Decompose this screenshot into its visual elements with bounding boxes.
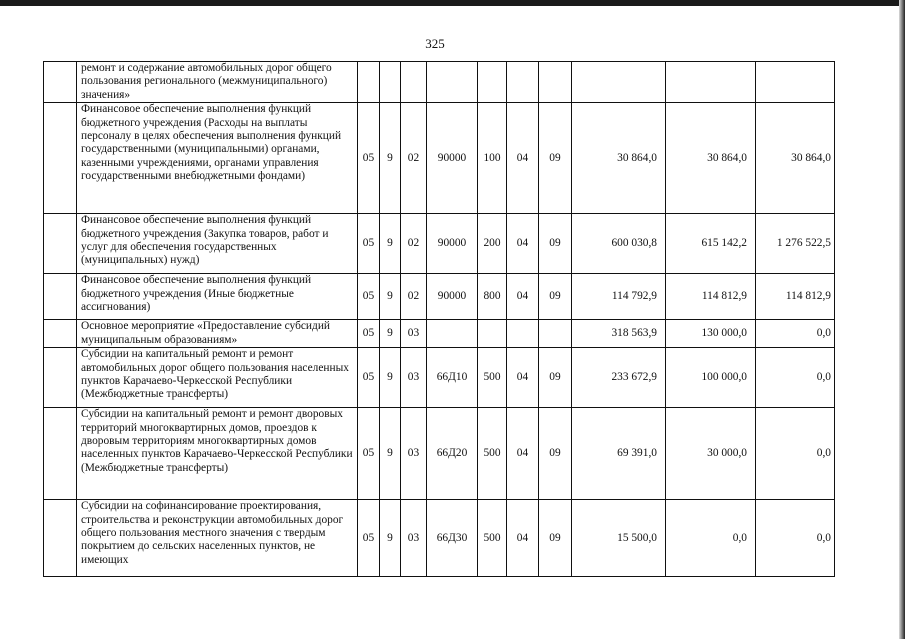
blank-cell	[44, 103, 77, 214]
amount-3-cell: 0,0	[756, 348, 835, 408]
measure-code-cell: 02	[401, 274, 427, 320]
measure-code-cell: 03	[401, 320, 427, 348]
subprogram-code-cell: 9	[380, 348, 401, 408]
program-code-cell: 05	[358, 103, 380, 214]
expense-name-cell: Субсидии на софинансирование проектирования, строительства и реконструкции автомобильных дорог общего пользования местного значения с твердым покрытием до сельских населенных пунктов, не имеющих	[77, 500, 358, 577]
amount-3-cell: 0,0	[756, 320, 835, 348]
table-row	[44, 103, 835, 214]
section-code-cell: 04	[507, 408, 539, 500]
amount-2-cell: 615 142,2	[666, 214, 756, 274]
program-code-cell: 05	[358, 320, 380, 348]
program-code-cell: 05	[358, 408, 380, 500]
program-code-cell: 05	[358, 500, 380, 577]
subprogram-code-cell: 9	[380, 214, 401, 274]
expense-name-cell: Субсидии на капитальный ремонт и ремонт автомобильных дорог общего пользования населенных пунктов Карачаево-Черкесской Республики (Межбюджетные трансферты)	[77, 348, 358, 408]
expense-name-cell: Субсидии на капитальный ремонт и ремонт дворовых территорий многоквартирных домов, проездов к дворовым территориям многоквартирных домов населенных пунктов Карачаево-Черкесской Республики (Межбюджетные трансферты)	[77, 408, 358, 500]
subsection-code-cell: 09	[539, 408, 572, 500]
amount-1-cell: 318 563,9	[572, 320, 666, 348]
subprogram-code-cell: 9	[380, 408, 401, 500]
expense-type-cell: 500	[478, 348, 507, 408]
direction-code-cell: 90000	[427, 274, 478, 320]
measure-code-cell: 03	[401, 500, 427, 577]
measure-code-cell	[401, 62, 427, 103]
direction-code-cell: 66Д20	[427, 408, 478, 500]
measure-code-cell: 03	[401, 408, 427, 500]
direction-code-cell	[427, 62, 478, 103]
blank-cell	[44, 408, 77, 500]
subsection-code-cell: 09	[539, 348, 572, 408]
amount-1-cell: 69 391,0	[572, 408, 666, 500]
program-code-cell: 05	[358, 348, 380, 408]
table-row	[44, 320, 835, 348]
section-code-cell: 04	[507, 214, 539, 274]
amount-2-cell: 30 000,0	[666, 408, 756, 500]
amount-1-cell: 600 030,8	[572, 214, 666, 274]
section-code-cell: 04	[507, 348, 539, 408]
budget-table	[43, 61, 835, 577]
table-row	[44, 348, 835, 408]
expense-type-cell: 500	[478, 500, 507, 577]
expense-name-cell: Финансовое обеспечение выполнения функций бюджетного учреждения (Расходы на выплаты персоналу в целях обеспечения выполнения функций государственными (муниципальными) органами, казенными учреждениями, органами управления государственными внебюджетными фондами)	[77, 103, 358, 214]
blank-cell	[44, 62, 77, 103]
blank-cell	[44, 274, 77, 320]
program-code-cell: 05	[358, 214, 380, 274]
expense-name-cell: Финансовое обеспечение выполнения функций бюджетного учреждения (Закупка товаров, работ и услуг для обеспечения государственных (муниципальных) нужд)	[77, 214, 358, 274]
scan-edge-top	[0, 0, 905, 6]
blank-cell	[44, 348, 77, 408]
section-code-cell: 04	[507, 103, 539, 214]
table-row	[44, 500, 835, 577]
subprogram-code-cell: 9	[380, 500, 401, 577]
program-code-cell: 05	[358, 274, 380, 320]
blank-cell	[44, 500, 77, 577]
table-row	[44, 274, 835, 320]
amount-3-cell: 30 864,0	[756, 103, 835, 214]
expense-name-cell: ремонт и содержание автомобильных дорог общего пользования регионального (межмуниципального) значения»	[77, 62, 358, 103]
expense-type-cell	[478, 320, 507, 348]
direction-code-cell: 90000	[427, 103, 478, 214]
measure-code-cell: 03	[401, 348, 427, 408]
subprogram-code-cell: 9	[380, 320, 401, 348]
subsection-code-cell: 09	[539, 500, 572, 577]
subprogram-code-cell	[380, 62, 401, 103]
expense-type-cell: 200	[478, 214, 507, 274]
direction-code-cell: 90000	[427, 214, 478, 274]
subsection-code-cell: 09	[539, 274, 572, 320]
measure-code-cell: 02	[401, 214, 427, 274]
section-code-cell	[507, 320, 539, 348]
direction-code-cell: 66Д10	[427, 348, 478, 408]
amount-3-cell: 0,0	[756, 408, 835, 500]
amount-1-cell: 233 672,9	[572, 348, 666, 408]
amount-1-cell: 15 500,0	[572, 500, 666, 577]
direction-code-cell: 66Д30	[427, 500, 478, 577]
expense-type-cell	[478, 62, 507, 103]
amount-1-cell: 30 864,0	[572, 103, 666, 214]
amount-2-cell: 30 864,0	[666, 103, 756, 214]
table-row	[44, 62, 835, 103]
table-row	[44, 214, 835, 274]
expense-name-cell: Основное мероприятие «Предоставление субсидий муниципальным образованиям»	[77, 320, 358, 348]
budget-table-body	[44, 62, 835, 577]
expense-type-cell: 500	[478, 408, 507, 500]
program-code-cell	[358, 62, 380, 103]
page-number: 325	[425, 36, 445, 51]
amount-1-cell: 114 792,9	[572, 274, 666, 320]
amount-3-cell: 1 276 522,5	[756, 214, 835, 274]
expense-type-cell: 100	[478, 103, 507, 214]
amount-3-cell: 114 812,9	[756, 274, 835, 320]
subsection-code-cell	[539, 320, 572, 348]
section-code-cell: 04	[507, 500, 539, 577]
section-code-cell: 04	[507, 274, 539, 320]
subsection-code-cell: 09	[539, 214, 572, 274]
blank-cell	[44, 214, 77, 274]
scan-edge-right	[899, 0, 905, 639]
blank-cell	[44, 320, 77, 348]
amount-2-cell: 0,0	[666, 500, 756, 577]
subsection-code-cell	[539, 62, 572, 103]
table-row	[44, 408, 835, 500]
amount-2-cell: 130 000,0	[666, 320, 756, 348]
amount-2-cell: 114 812,9	[666, 274, 756, 320]
subprogram-code-cell: 9	[380, 274, 401, 320]
subsection-code-cell: 09	[539, 103, 572, 214]
direction-code-cell	[427, 320, 478, 348]
measure-code-cell: 02	[401, 103, 427, 214]
expense-type-cell: 800	[478, 274, 507, 320]
section-code-cell	[507, 62, 539, 103]
expense-name-cell: Финансовое обеспечение выполнения функций бюджетного учреждения (Иные бюджетные ассигнования)	[77, 274, 358, 320]
amount-3-cell	[756, 62, 835, 103]
amount-3-cell: 0,0	[756, 500, 835, 577]
amount-2-cell	[666, 62, 756, 103]
amount-1-cell	[572, 62, 666, 103]
subprogram-code-cell: 9	[380, 103, 401, 214]
amount-2-cell: 100 000,0	[666, 348, 756, 408]
